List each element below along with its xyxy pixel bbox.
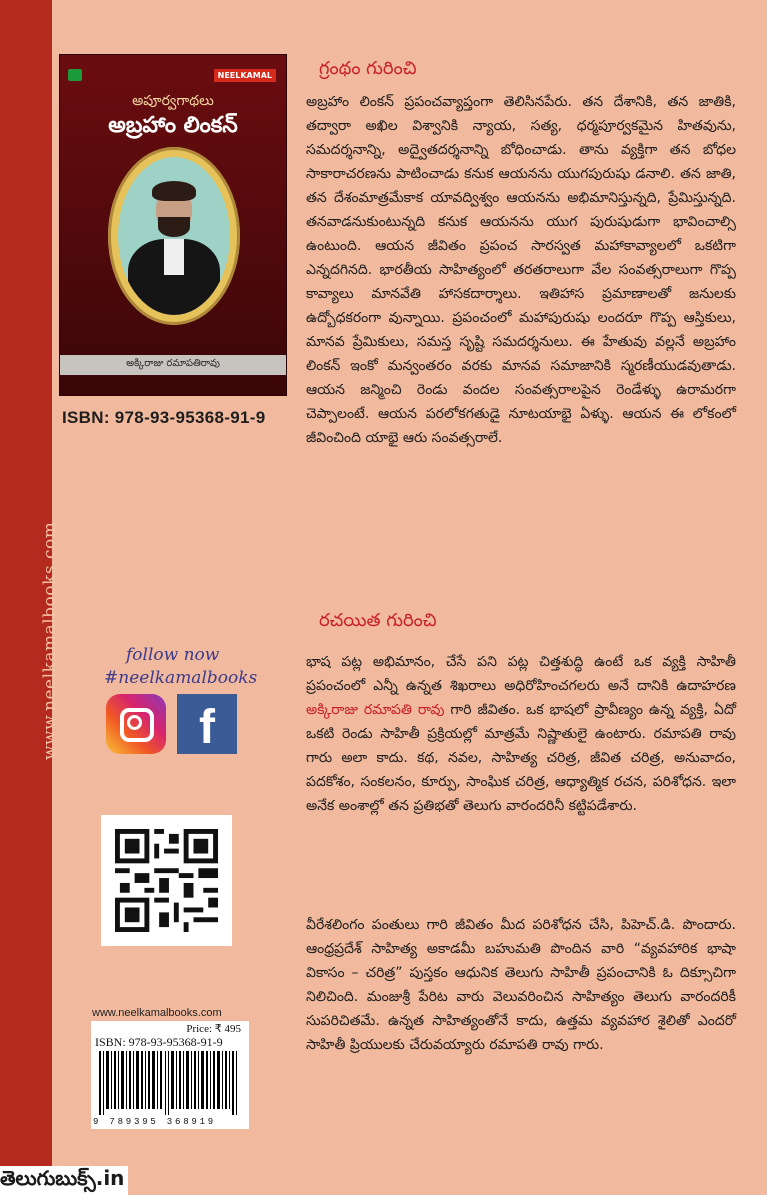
watermark: తెలుగుబుక్స్.in (0, 1166, 128, 1195)
section-title-about-author: రచయిత గురించి (319, 610, 437, 631)
facebook-icon[interactable]: f (177, 694, 237, 754)
book-cover-thumbnail (60, 55, 286, 395)
portrait-image (118, 157, 230, 315)
barcode-isbn: ISBN: 978-93-95368-91-9 (95, 1035, 223, 1049)
cover-subtitle: అపూర్వగాథలు (132, 93, 214, 109)
portrait-frame (108, 147, 240, 325)
about-author-paragraph-1 (306, 650, 736, 818)
section-title-about-book: గ్రంథం గురించి (319, 58, 417, 79)
barcode-image (97, 1051, 243, 1115)
about-author-text-start: భాష పట్ల అభిమానం, చేసే పని పట్ల చిత్తశుద్ధి ఉంటే ఒక వ్యక్తి సాహితీ ప్రపంచంలో ఎన్నీ ఉన్నత శిఖరాలు అధిరోహించగలరు అనే దానికి ఉదాహరణ (306, 654, 736, 694)
instagram-icon[interactable] (106, 694, 166, 754)
isbn-label: ISBN: 978-93-95368-91-9 (62, 408, 266, 427)
barcode-block (91, 1021, 249, 1129)
barcode-number: 9 789395 368919 (93, 1117, 217, 1127)
about-book-text: అబ్రహాం లింకన్ ప్రపంచవ్యాప్తంగా తెలిసినపేరు. తన దేశానికి, తన జాతికి, తద్వారా అఖిల విశ్వానికి న్యాయ, సత్య, ధర్మపూర్వకమైన హితవును, సమదర్శనాన్ని, అద్వైతదర్శనాన్ని బోధించాడు. తాను వ్యక్తిగా తన బోధల సాకారాచరణను పాటించాడు కనుక ఆయనను యుగపురుషు డనాలి. తన జాతి, తన దేశంమాత్రమేకాక యావద్విశ్వం ఆయనను అభిమానిస్తున్నది, ప్రేమిస్తున్నది. తనవాడనుకుంటున్నది కనుక ఆయనను యుగ పురుషుడుగా భావించాల్సి ఉంటుంది. ఆయన జీవితం ప్రపంచ సారస్వత మహాకావ్యాలలో ఒకటిగా ఎన్నదగినది. భారతీయ సాహిత్యంలో తరతరాలుగా వేల సంవత్సరాలుగా గొప్ప కావ్యాలు మానవేతి హాసకదార్శాలు. ఇతిహాస ప్రమాణాలతో జనులకు ఉద్బోధకరంగా వున్నాయి. ప్రపంచంలో మహాపురుషు లందరూ గొప్ప ఆస్తికులు, మానవ ప్రేమికులు, సమస్త సృష్టి సమదర్శనులు. ఈ హేతువు వల్లనే అబ్రహాం లింకన్ ఇంకో మన్వంతరం వరకు మానవ సమాజానికి స్మరణీయుడవుతాడు. ఆయన జన్మించి రెండు వందల సంవత్సరాలపైన రెండేళ్ళు ఉరామరగా చెప్పాలంటే. ఆయన పరలోకగతుడై నూటయాభై ఏళ్ళు. ఆయన ఈ లోకంలో జీవించింది యాభై ఆరు సంవత్సరాలే. (306, 94, 736, 446)
hashtag: #neelkamalbooks (104, 668, 258, 688)
about-author-text-end: గారి జీవితం. ఒక భాషలో ప్రావీణ్యం ఉన్న వ్యక్తి, ఏదో ఒకటి రెండు సాహితీ ప్రక్రియల్లో మాత్రమే నిష్ణాతులై ఉంటారు. రమాపతి రావు గారు అలా కాదు. కథ, నవల, సాహిత్య చరిత్ర, జీవిత చరిత్ర, అనువాదం, పదకోశం, సంకలనం, కూర్పు, సాంఘిక చరిత్ర, ఆధ్యాత్మిక రచన, పరిశోధన. ఇలా అనేక అంశాల్లో తన ప్రతిభతో తెలుగు వారందరినీ కట్టిపడేశారు. (306, 702, 736, 814)
qr-code (101, 815, 232, 946)
price: Price: ₹ 495 (186, 1023, 241, 1035)
cover-title: అబ్రహాం లింకన్ (108, 113, 238, 138)
cover-author: అక్కిరాజు రమాపతిరావు (126, 358, 220, 369)
publisher-logo-icon (68, 69, 82, 81)
cover-brand: NEELKAMAL (214, 69, 276, 82)
about-author-paragraph-2: వీరేశలింగం పంతులు గారి జీవితం మీద పరిశోధన చేసి, పిహెచ్.డి. పొందారు. ఆంధ్రప్రదేశ్ సాహిత్య అకాడమీ బహుమతి పొందిన వారి “వ్యవహారిక భాషా వికాసం – చరిత్ర” పుస్తకం ఆధునిక తెలుగు సాహితీ ప్రపంచానికి ఓ దిక్సూచిగా నిలిచింది. మంజుశ్రీ పేరిట వారు వెలువరించిన సాహిత్యం తెలుగు వారందరికీ సుపరిచితమే. ఉన్నత సాహిత్యంతోనే కాదు, ఉత్తమ వ్యవహార శైలితో ఎందరో సాహితీ ప్రియులకు చేరువయ్యారు రమాపతి రావు గారు. (306, 917, 736, 1053)
spine-website: www.neelkamalbooks.com (40, 521, 60, 760)
follow-text: follow now (126, 645, 220, 665)
publisher-website: www.neelkamalbooks.com (92, 1007, 222, 1019)
author-name-highlight: అక్కిరాజు రమాపతి రావు (306, 702, 445, 718)
